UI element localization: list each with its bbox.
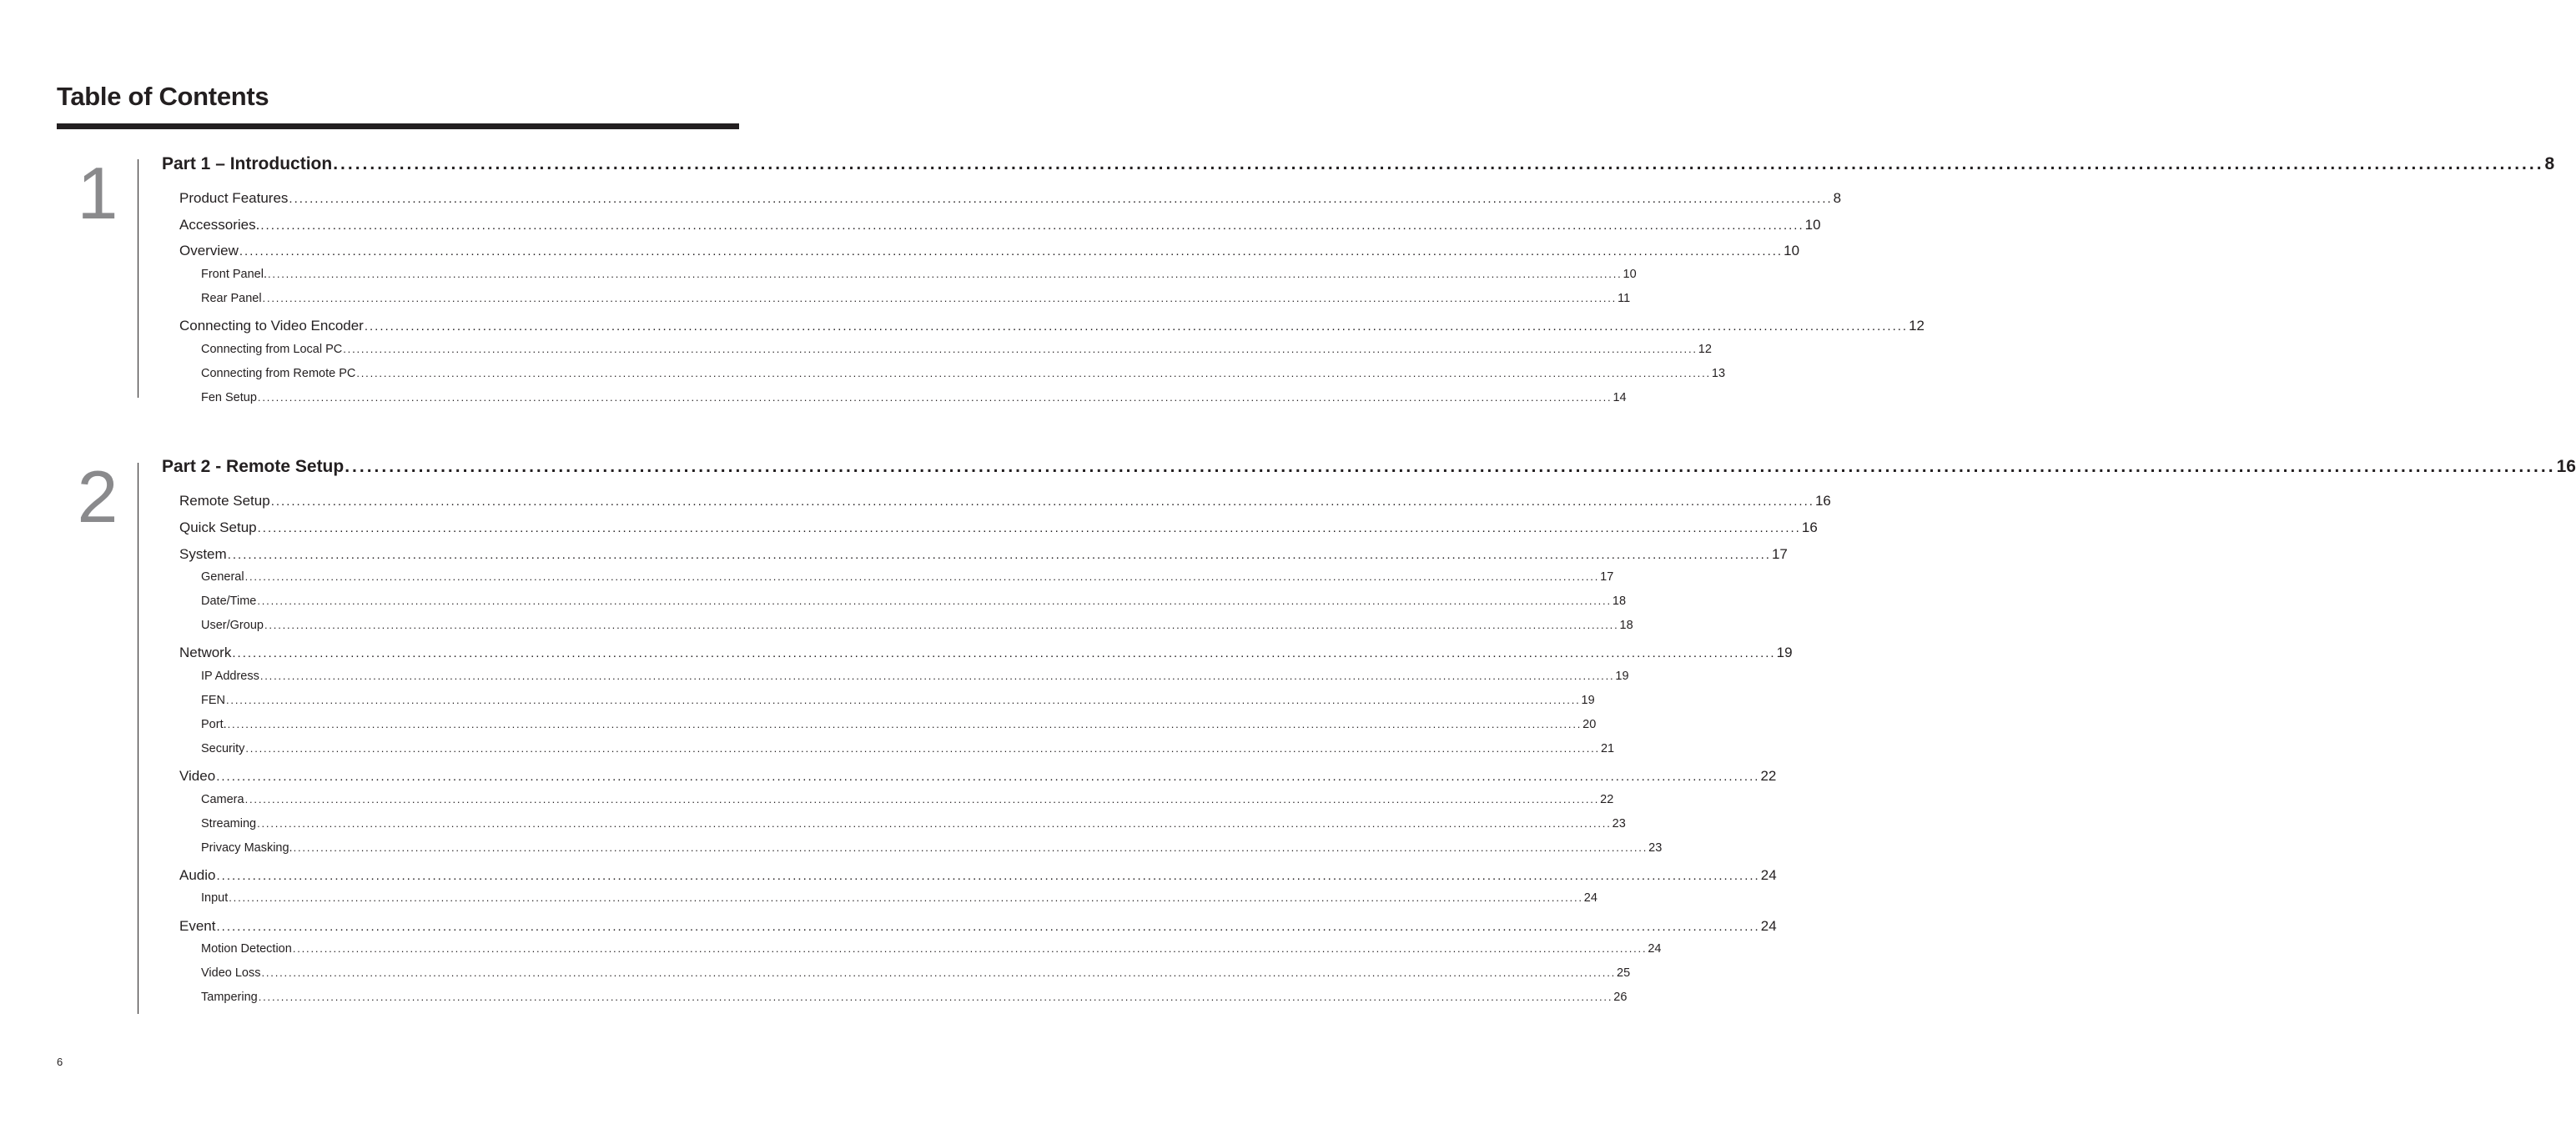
dot-leader: ............................................................................................................................................................................................................................................................................................................ [245, 742, 1600, 755]
toc-entry-page: 19 [1615, 670, 1629, 683]
toc-subentry[interactable] [201, 667, 1629, 685]
dot-leader: ............................................................................................................................................................................................................................................................................................................ [232, 646, 1776, 660]
toc-entry-page: 14 [1613, 391, 1627, 404]
toc-entry-label: Connecting from Local PC [201, 343, 343, 356]
toc-entry-page: 19 [1776, 645, 1793, 660]
toc-entry-label: Product Features [179, 190, 289, 206]
toc-subentry[interactable] [201, 568, 1614, 586]
toc-entry-page: 10 [1804, 217, 1821, 233]
toc-subentry[interactable] [201, 964, 1631, 982]
toc-part-heading[interactable] [162, 152, 2555, 177]
toc-entry-label: Remote Setup [179, 493, 270, 509]
dot-leader: ............................................................................................................................................................................................................................................................................................................ [227, 548, 1771, 562]
toc-entry-label: Quick Setup [179, 519, 257, 535]
toc-entry-page: 21 [1600, 742, 1615, 755]
toc-subentry[interactable] [201, 740, 1615, 758]
toc-entry[interactable] [179, 544, 1788, 565]
dot-leader: ............................................................................................................................................................................................................................................................................................................ [216, 770, 1760, 784]
dot-leader: ............................................................................................................................................................................................................................................................................................................ [259, 670, 1615, 682]
part-number: 1 [77, 152, 118, 234]
toc-entry-label: General [201, 570, 244, 584]
toc-subentry[interactable] [201, 616, 1633, 635]
toc-subentry[interactable] [201, 289, 1631, 308]
toc-entry-label: Rear Panel [201, 292, 262, 305]
toc-entry-page: 17 [1600, 570, 1614, 584]
dot-leader: ............................................................................................................................................................................................................................................................................................................ [333, 154, 2544, 173]
toc-entry-page: 19 [1581, 694, 1595, 707]
dot-leader: ............................................................................................................................................................................................................................................................................................................ [262, 292, 1618, 304]
dot-leader: ............................................................................................................................................................................................................................................................................................................ [345, 457, 2556, 476]
toc-entry[interactable] [179, 316, 1925, 336]
toc-entry[interactable] [179, 643, 1793, 663]
dot-leader: ............................................................................................................................................................................................................................................................................................................ [239, 244, 1784, 258]
dot-leader: ............................................................................................................................................................................................................................................................................................................ [216, 869, 1760, 883]
toc-entry[interactable] [179, 866, 1777, 886]
toc-entry-label: Connecting from Remote PC [201, 367, 356, 380]
toc-entry-label: Motion Detection [201, 942, 292, 956]
toc-subentry[interactable] [201, 340, 1712, 359]
toc-entry-label: Accessories. [179, 217, 260, 233]
toc-entry-page: 10 [1784, 243, 1800, 258]
dot-leader: ............................................................................................................................................................................................................................................................................................................ [226, 694, 1581, 706]
dot-leader: ............................................................................................................................................................................................................................................................................................................ [229, 891, 1583, 904]
toc-entry-page: 24 [1648, 942, 1662, 956]
part-number: 2 [77, 455, 118, 538]
toc-entry-page: 8 [1833, 190, 1842, 206]
toc-entry-page: 16 [2556, 457, 2576, 476]
toc-entry[interactable] [179, 766, 1777, 786]
toc-entry-page: 13 [1711, 367, 1726, 380]
toc-entry-page: 16 [1801, 519, 1818, 535]
page-number: 6 [57, 1056, 63, 1068]
dot-leader: ............................................................................................................................................................................................................................................................................................................ [257, 391, 1613, 404]
toc-entry-label: Network [179, 645, 232, 660]
dot-leader: ............................................................................................................................................................................................................................................................................................................ [343, 343, 1698, 355]
toc-entry-label: Video Loss [201, 966, 261, 980]
toc-subentry[interactable] [201, 389, 1627, 407]
toc-entry-label: Streaming [201, 817, 257, 830]
toc-entry-page: 24 [1583, 891, 1597, 905]
toc-subentry[interactable] [201, 265, 1637, 284]
toc-entry-page: 22 [1600, 793, 1614, 806]
toc-entry-page: 18 [1612, 595, 1627, 608]
toc-entry-page: 20 [1582, 718, 1597, 731]
dot-leader: ............................................................................................................................................................................................................................................................................................................ [244, 570, 1600, 583]
toc-subentry[interactable] [201, 691, 1595, 710]
toc-subentry[interactable] [201, 592, 1627, 610]
dot-leader: ............................................................................................................................................................................................................................................................................................................ [292, 942, 1648, 955]
toc-part-heading[interactable] [162, 454, 2576, 479]
dot-leader: ............................................................................................................................................................................................................................................................................................................ [270, 494, 1814, 509]
dot-leader: ............................................................................................................................................................................................................................................................................................................ [227, 718, 1582, 730]
toc-subentry[interactable] [201, 940, 1662, 958]
toc-entry-page: 25 [1617, 966, 1631, 980]
toc-entry-label: User/Group [201, 619, 264, 632]
dot-leader: ............................................................................................................................................................................................................................................................................................................ [268, 268, 1623, 280]
toc-entry-page: 24 [1760, 918, 1777, 934]
toc-entry-page: 16 [1814, 493, 1831, 509]
toc-subentry[interactable] [201, 839, 1663, 857]
toc-entry-label: Port. [201, 718, 227, 731]
toc-entry[interactable] [179, 518, 1818, 538]
toc-entry-page: 22 [1760, 768, 1777, 784]
toc-subentry[interactable] [201, 988, 1628, 1006]
dot-leader: ............................................................................................................................................................................................................................................................................................................ [356, 367, 1711, 379]
toc-entry-label: IP Address [201, 670, 259, 683]
toc-entry-label: Camera [201, 793, 244, 806]
title-rule [57, 123, 739, 129]
toc-subentry[interactable] [201, 790, 1614, 809]
toc-entry-label: Video [179, 768, 216, 784]
dot-leader: ............................................................................................................................................................................................................................................................................................................ [258, 991, 1613, 1003]
toc-entry-page: 23 [1648, 841, 1663, 855]
toc-entry-page: 23 [1612, 817, 1626, 830]
dot-leader: ............................................................................................................................................................................................................................................................................................................ [264, 619, 1619, 631]
toc-entry-page: 17 [1771, 546, 1788, 562]
toc-entry-label: Audio [179, 867, 216, 883]
page-title: Table of Contents [57, 82, 269, 111]
toc-entry-page: 18 [1619, 619, 1633, 632]
toc-entry[interactable] [179, 241, 1800, 261]
toc-subentry[interactable] [201, 364, 1726, 383]
toc-entry[interactable] [179, 916, 1777, 936]
dot-leader: ............................................................................................................................................................................................................................................................................................................ [364, 319, 1909, 334]
dot-leader: ............................................................................................................................................................................................................................................................................................................ [289, 192, 1833, 206]
toc-entry-page: 24 [1760, 867, 1777, 883]
dot-leader: ............................................................................................................................................................................................................................................................................................................ [257, 595, 1612, 607]
toc-entry[interactable] [179, 188, 1842, 208]
toc-entry-label: Part 1 – Introduction [162, 154, 333, 173]
toc-entry-page: 26 [1613, 991, 1628, 1004]
dot-leader: ............................................................................................................................................................................................................................................................................................................ [257, 817, 1612, 830]
toc-subentry[interactable] [201, 815, 1626, 833]
dot-leader: ............................................................................................................................................................................................................................................................................................................ [216, 920, 1760, 934]
toc-entry-page: 8 [2544, 154, 2555, 173]
dot-leader: ............................................................................................................................................................................................................................................................................................................ [261, 966, 1617, 979]
toc-entry-label: Input [201, 891, 229, 905]
toc-entry-page: 12 [1909, 318, 1925, 334]
dot-leader: ............................................................................................................................................................................................................................................................................................................ [293, 841, 1648, 854]
toc-entry[interactable] [179, 215, 1821, 235]
dot-leader: ............................................................................................................................................................................................................................................................................................................ [257, 521, 1801, 535]
toc-entry-label: FEN [201, 694, 225, 707]
toc-entry-label: Overview [179, 243, 239, 258]
toc-entry-label: Tampering [201, 991, 258, 1004]
toc-entry-page: 12 [1698, 343, 1712, 356]
toc-entry-label: Fen Setup [201, 391, 257, 404]
toc-entry-label: System [179, 546, 227, 562]
toc-entry-page: 10 [1623, 268, 1637, 281]
toc-entry[interactable] [179, 491, 1831, 511]
dot-leader: ............................................................................................................................................................................................................................................................................................................ [244, 793, 1600, 805]
toc-subentry[interactable] [201, 889, 1597, 907]
toc-entry-label: Privacy Masking. [201, 841, 293, 855]
toc-entry-label: Front Panel. [201, 268, 267, 281]
toc-entry-label: Date/Time [201, 595, 257, 608]
toc-subentry[interactable] [201, 715, 1597, 734]
toc-entry-label: Connecting to Video Encoder [179, 318, 364, 334]
toc-entry-label: Event [179, 918, 216, 934]
toc-entry-label: Part 2 - Remote Setup [162, 457, 345, 476]
toc-entry-label: Security [201, 742, 245, 755]
toc-entry-page: 11 [1618, 292, 1631, 305]
dot-leader: ............................................................................................................................................................................................................................................................................................................ [260, 218, 1804, 233]
